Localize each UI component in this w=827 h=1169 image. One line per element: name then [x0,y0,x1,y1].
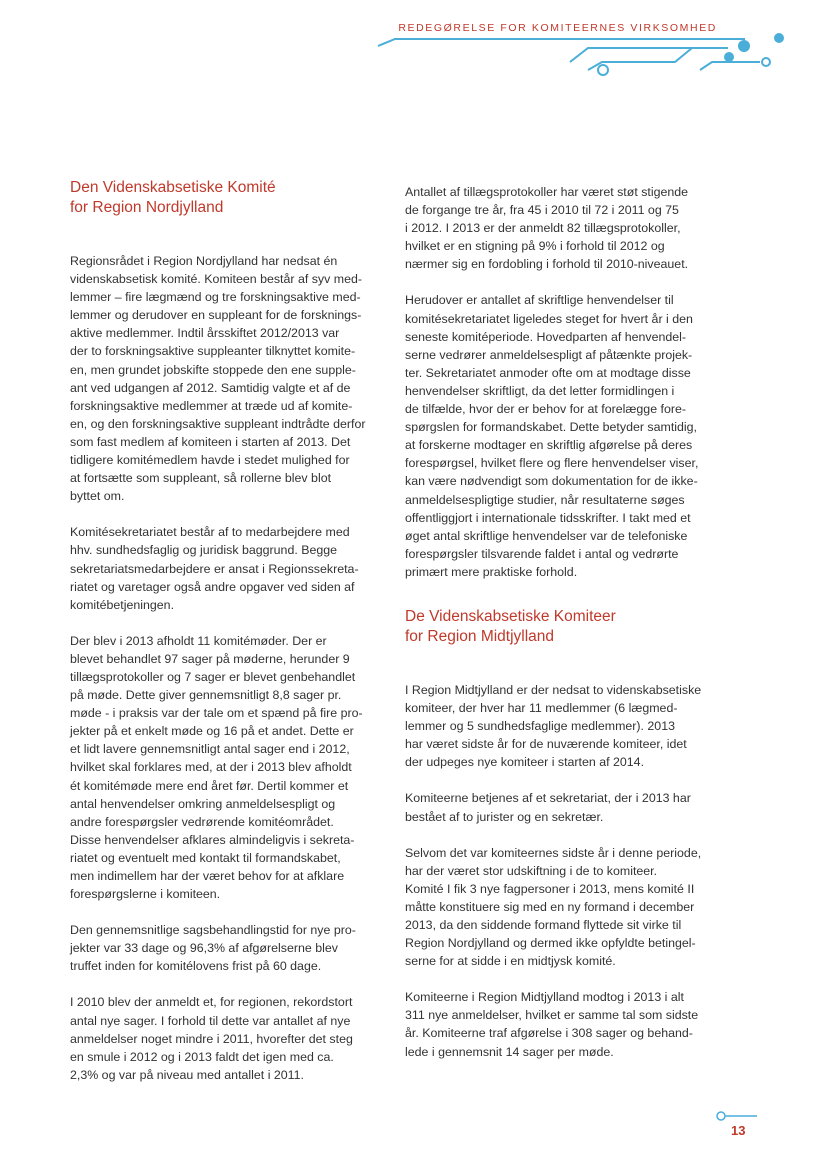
text-line: hvilket skal forklares med, at der i 2013 blev afholdt [70,760,352,775]
text-line: de tilfælde, hvor der er behov for at forelægge fore- [405,402,687,417]
text-line: offentliggjort i internationale tidsskrifter. I takt med et [405,510,691,525]
text-line: i 2012. I 2013 er der anmeldt 82 tillægsprotokoller, [405,221,681,236]
text-line: år. Komiteerne traf afgørelse i 308 sager og behand- [405,1026,693,1041]
paragraph [70,523,382,613]
text-line: ter. Sekretariatet anmoder ofte om at modtage disse [405,365,691,380]
paragraph [70,921,382,975]
text-line: Komiteerne betjenes af et sekretariat, der i 2013 har [405,791,691,806]
text-line: lemmer og 5 sundhedsfaglige medlemmer). 2013 [405,719,675,734]
text-line: ant ved udgangen af 2012. Samtidig valgte et af de [70,380,351,395]
text-line: I 2010 blev der anmeldt et, for regionen, rekordstort [70,995,353,1010]
text-line: der to forskningsaktive suppleanter tilknyttet komite- [70,344,356,359]
text-line: men indimellem har der været behov for at afklare [70,869,345,883]
text-line: har været sidste år for de nuværende komiteer, idet [405,737,687,752]
text-line: hhv. sundhedsfaglig og juridisk baggrund. Begge [70,543,338,558]
text-line: tidligere komitémedlem havde i stedet mulighed for [70,453,350,468]
text-line: måtte konstituere sig med en ny formand i december [405,899,695,914]
left-column [70,178,382,1084]
text-line: komitébetjeningen. [70,597,175,612]
text-line: spørgslen for formandskabet. Dette betyder samtidig, [405,420,698,435]
text-line: Komité I fik 3 nye fagpersoner i 2013, mens komité II [405,881,695,896]
paragraph [70,993,382,1083]
text-line: 2,3% og var på niveau med antallet i 2011. [70,1067,304,1082]
heading-line: for Region Nordjylland [70,199,224,216]
paragraph [405,844,717,971]
paragraph [405,183,717,273]
text-line: der udpeges nye komiteer i starten af 2014. [405,755,645,770]
text-line: øget antal skriftlige henvendelser var de telefoniske [405,528,688,543]
section-heading-midtjylland [405,607,717,647]
paragraph [405,988,717,1060]
running-header-title: REDEGØRELSE FOR KOMITEERNES VIRKSOMHED [398,22,717,34]
text-line: tillægsprotokoller og 7 sager er blevet genbehandlet [70,669,356,684]
text-line: de forgange tre år, fra 45 i 2010 til 72 i 2011 og 75 [405,203,679,218]
heading-line: De Videnskabsetiske Komiteer [405,607,616,625]
text-line: hvilket er en stigning på 9% i forhold til 2012 og [405,239,665,254]
text-line: en, og den forskningsaktive suppleant indtrådte derfor [70,416,366,431]
paragraph [70,252,382,505]
text-line: truffet inden for komitélovens frist på 60 dage. [70,959,322,974]
text-line: lemmer – fire lægmænd og tre forskningsaktive med- [70,290,361,305]
text-line: 311 nye anmeldelser, hvilket er samme tal som sidste [405,1008,699,1023]
text-line: Regionsrådet i Region Nordjylland har nedsat én [70,254,338,268]
text-line: anmeldelser noget mindre i 2011, hvorefter det steg [70,1031,353,1046]
text-line: jekter var 33 dage og 96,3% af afgørelserne blev [70,941,338,956]
text-line: riatet og varetager også andre opgaver ved siden af [70,579,355,594]
text-line: lemmer og derudover en suppleant for de forsknings- [70,308,362,323]
text-line: henvendelser skriftligt, da det letter formidlingen i [405,383,675,398]
paragraph [405,789,717,825]
text-line: blevet behandlet 97 sager på møderne, herunder 9 [70,651,350,666]
text-line: at fortsætte som suppleant, så rollerne blev blot [70,471,332,486]
text-line: Disse henvendelser afklares almindeligvis i sekreta- [70,832,355,847]
text-line: andre forespørgsler vedrørende komitéområdet. [70,814,334,829]
text-line: kan være nødvendigt som dokumentation for de ikke- [405,474,698,489]
text-line: videnskabsetisk komité. Komiteen består af syv med- [70,272,362,287]
text-line: antal nye sager. I forhold til dette var antallet af nye [70,1013,351,1028]
text-line: lede i gennemsnit 14 sager per møde. [405,1044,614,1059]
text-line: aktive medlemmer. Indtil årsskiftet 2012/2013 var [70,326,340,341]
text-line: Antallet af tillægsprotokoller har været støt stigende [405,185,689,199]
text-line: forespørgsel, hvilket flere og flere henvendelser viser, [405,456,699,471]
text-line: antal henvendelser omkring anmeldelsespligt og [70,796,336,811]
text-line: bestået af to jurister og en sekretær. [405,809,604,824]
text-line: byttet om. [70,489,125,504]
text-line: serne vedrører anmeldelsespligt af påtænkte projek- [405,347,693,362]
text-line: ét komitémøde mere end året før. Dertil kommer et [70,778,349,793]
text-line: serne for at sidde i en midtjysk komité. [405,954,616,969]
paragraph [70,632,382,903]
text-line: seneste komitéperiode. Hovedparten af henvendel- [405,329,687,344]
text-line: Selvom det var komiteernes sidste år i denne periode, [405,845,702,860]
text-line: et lidt lavere gennemsnitligt antal sager end i 2012, [70,742,350,757]
page-header [0,0,827,90]
text-line: primært mere praktiske forhold. [405,564,578,579]
text-line: Herudover er antallet af skriftlige henvendelser til [405,293,674,308]
text-line: at forskerne modtager en skriftlig afgørelse på deres [405,438,693,453]
text-line: en, men grundet jobskifte stoppede den ene supple- [70,362,356,377]
text-line: på møde. Dette giver gennemsnitligt 8,8 sager pr. [70,688,342,703]
section-heading-nordjylland [70,178,382,218]
text-line: møde - i praksis var der tale om et spænd på fire pro- [70,706,363,721]
text-line: har der været stor udskiftning i de to komiteer. [405,863,658,878]
text-line: Den gennemsnitlige sagsbehandlingstid for nye pro- [70,923,356,938]
text-line: komitésekretariatet ligeledes steget for hvert år i den [405,311,693,326]
text-line: forespørgsler tilsvarende faldet i antal og vedrørte [405,546,679,561]
text-line: komiteer, der hver har 11 medlemmer (6 lægmed- [405,701,678,716]
text-line: riatet og eventuelt med kontakt til formandskabet, [70,850,341,865]
text-line: 2013, da den siddende formand flyttede sit virke til [405,918,682,932]
text-line: sekretariatsmedarbejdere er ansat i Regionssekreta- [70,561,359,576]
heading-line: for Region Midtjylland [405,627,555,645]
text-line: Komiteerne i Region Midtjylland modtog i 2013 i alt [405,990,684,1005]
text-line: Der blev i 2013 afholdt 11 komitémøder. Der er [70,633,327,648]
text-line: jekter på et enkelt møde og 16 på et andet. Dette er [70,724,354,739]
text-line: som fast medlem af komiteen i starten af 2013. Det [70,434,351,449]
text-line: Komitésekretariatet består af to medarbejdere med [70,525,350,540]
circuit-decoration-icon [0,0,827,90]
paragraph [405,681,717,771]
text-line: forskningsaktive medlemmer at træde ud af komite- [70,398,353,413]
text-line: en smule i 2012 og i 2013 faldt det igen med ca. [70,1049,334,1064]
text-line: Region Nordjylland og dermed ikke opfyldte betingel- [405,936,696,951]
right-column [405,183,717,1061]
text-line: nærmer sig en fordobling i forhold til 2010-niveauet. [405,257,689,272]
text-line: I Region Midtjylland er der nedsat to videnskabsetiske [405,682,702,697]
text-line: anmeldelsespligtige studier, når resultaterne søges [405,492,685,507]
text-line: forespørgslerne i komiteen. [70,887,221,902]
paragraph [405,291,717,581]
page-number: 13 [731,1123,746,1138]
heading-line: Den Videnskabsetiske Komité [70,179,276,196]
